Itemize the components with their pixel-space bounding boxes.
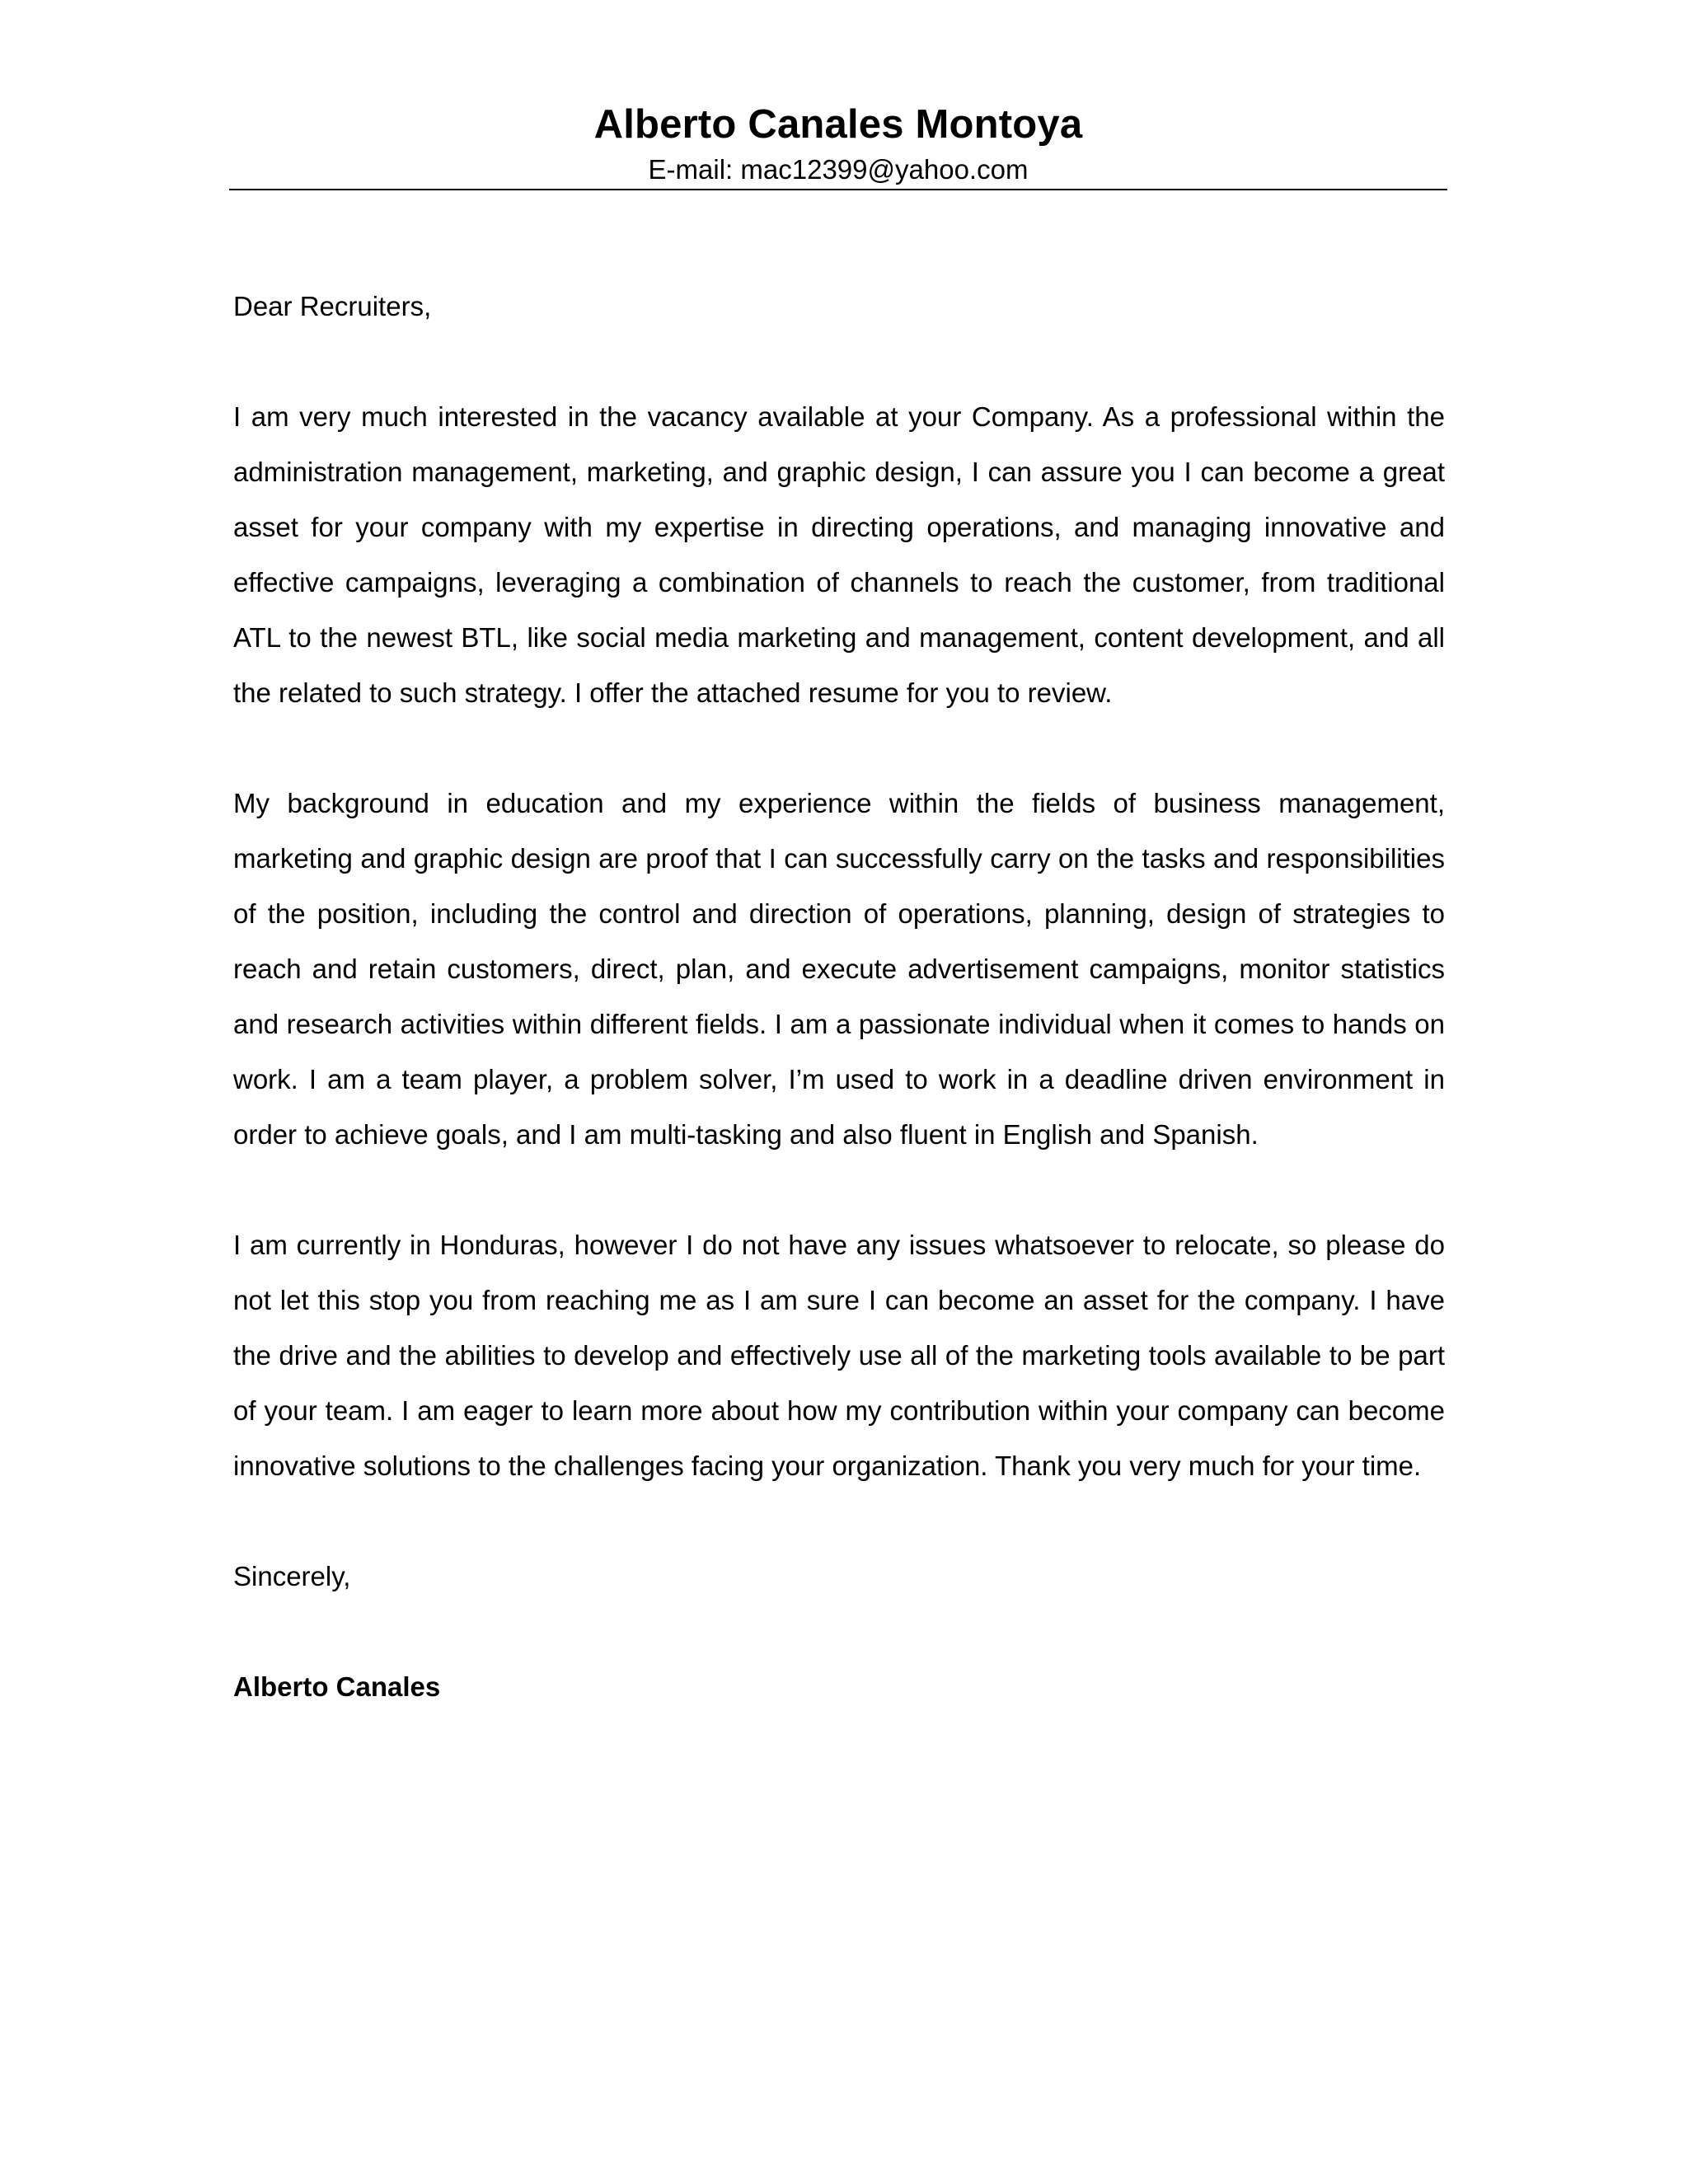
sender-name: Alberto Canales Montoya [593,102,1083,147]
paragraph-3: I am currently in Honduras, however I do not have any issues whatsoever to relocate, so please do not let this stop you from reaching me as I am sure I can become an asset for the company. I have the drive and the abilities to develop and effectively use all of the marketing tools available to be part of your team. I am eager to learn more about how my contribution within your company can become innovative solutions to the challenges facing your organization. Thank you very much for your time. [233,1230,1445,1481]
letter-header [229,97,1447,188]
header-divider [229,189,1447,190]
email-address: mac12399@yahoo.com [740,154,1029,185]
sender-email-line [229,152,1447,188]
paragraph-2: My background in education and my experience within the fields of business management, marketing and graphic design are proof that I can successfully carry on the tasks and responsibilities of the position, including the control and direction of operations, planning, design of strategies to reach and retain customers, direct, plan, and execute advertisement campaigns, monitor statistics and research activities within different fields. I am a passionate individual when it comes to hands on work. I am a team player, a problem solver, I’m used to work in a deadline driven environment in order to achieve goals, and I am multi-tasking and also fluent in English and Spanish. [233,788,1445,1150]
salutation: Dear Recruiters, [233,291,432,321]
signature: Alberto Canales [233,1671,441,1702]
paragraph-1: I am very much interested in the vacancy available at your Company. As a professional within the administration management, marketing, and graphic design, I can assure you I can become a great asset for your company with my expertise in directing operations, and managing innovative and effective campaigns, leveraging a combination of channels to reach the customer, from traditional ATL to the newest BTL, like social media marketing and management, content development, and all the related to such strategy. I offer the attached resume for you to review. [233,401,1445,708]
letter-body [233,279,1445,1769]
closing: Sincerely, [233,1561,351,1591]
email-label: E-mail: [648,154,734,185]
